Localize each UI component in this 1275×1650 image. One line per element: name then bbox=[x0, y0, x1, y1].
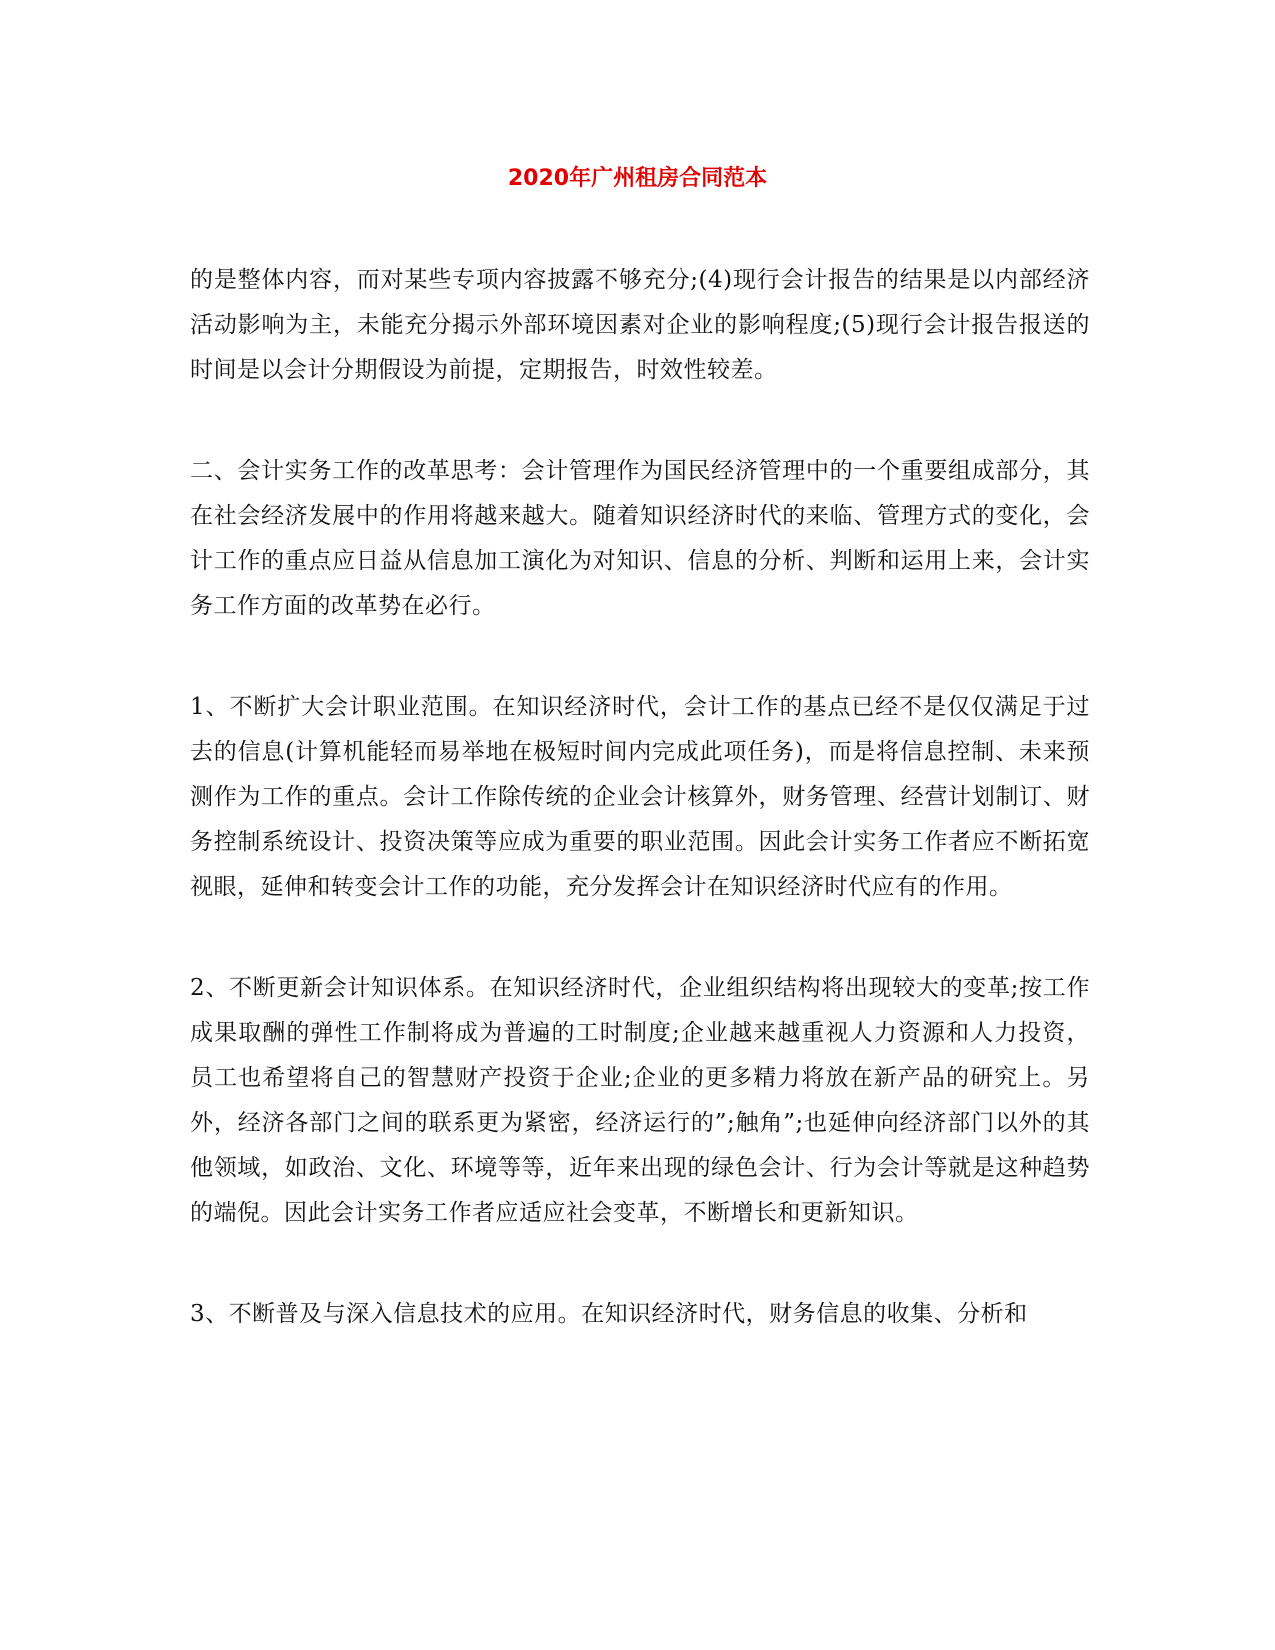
document-title: 2020年广州租房合同范本 bbox=[507, 166, 768, 191]
paragraph-reform-thinking: 二、会计实务工作的改革思考：会计管理作为国民经济管理中的一个重要组成部分，其在社会经济发展中的作用将越来越大。随着知识经济时代的来临、管理方式的变化，会计工作的重点应日益从信息加工演化为对知识、信息的分析、判断和运用上来，会计实务工作方面的改革势在必行。 bbox=[190, 458, 1090, 619]
document-body bbox=[190, 258, 1090, 1393]
paragraph-update-knowledge: 2、不断更新会计知识体系。在知识经济时代，企业组织结构将出现较大的变革;按工作成果取酬的弹性工作制将成为普遍的工时制度;企业越来越重视人力资源和人力投资，员工也希望将自己的智慧财产投资于企业;企业的更多精力将放在新产品的研究上。另外，经济各部门之间的联系更为紧密，经济运行的”;触角”;也延伸向经济部门以外的其他领域，如政治、文化、环境等等，近年来出现的绿色会计、行为会计等就是这种趋势的端倪。因此会计实务工作者应适应社会变革，不断增长和更新知识。 bbox=[190, 975, 1090, 1226]
paragraph-report-shortcomings: 的是整体内容，而对某些专项内容披露不够充分;(4)现行会计报告的结果是以内部经济活动影响为主，未能充分揭示外部环境因素对企业的影响程度;(5)现行会计报告报送的时间是以会计分期假设为前提，定期报告，时效性较差。 bbox=[190, 267, 1090, 383]
paragraph-info-technology: 3、不断普及与深入信息技术的应用。在知识经济时代，财务信息的收集、分析和 bbox=[190, 1301, 1028, 1327]
paragraph-expand-scope: 1、不断扩大会计职业范围。在知识经济时代，会计工作的基点已经不是仅仅满足于过去的信息(计算机能轻而易举地在极短时间内完成此项任务)，而是将信息控制、未来预测作为工作的重点。会计工作除传统的企业会计核算外，财务管理、经营计划制订、财务控制系统设计、投资决策等应成为重要的职业范围。因此会计实务工作者应不断拓宽视眼，延伸和转变会计工作的功能，充分发挥会计在知识经济时代应有的作用。 bbox=[190, 694, 1090, 900]
